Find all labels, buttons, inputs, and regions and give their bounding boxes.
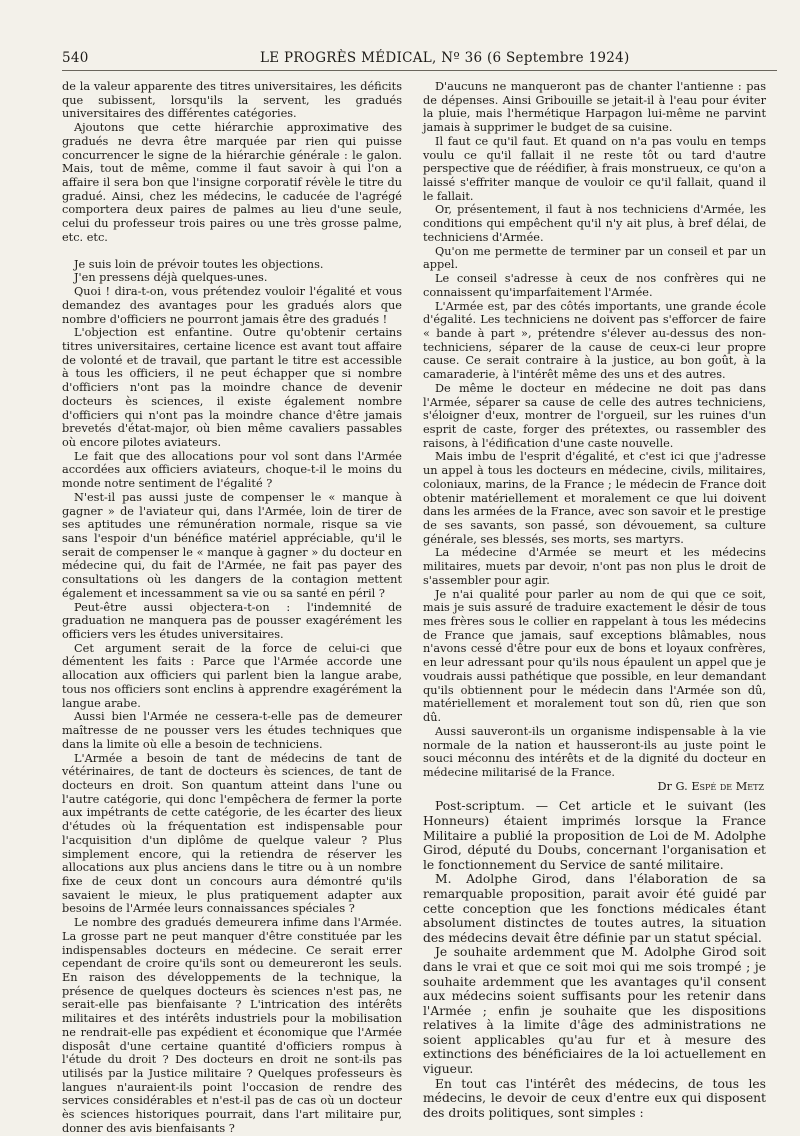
right-column	[423, 80, 766, 1120]
section-break	[62, 245, 402, 258]
paragraph: de la valeur apparente des titres universitaires, les déficits que subissent, lorsqu'ils la servent, les gradués universitaires des différentes catégories.	[62, 80, 402, 121]
paragraph: Le nombre des gradués demeurera infime dans l'Armée. La grosse part ne peut manquer d'être constituée par les indispensables docteurs en médecine. Ce serait errer cependant de croire qu'ils sont ou demeureront les seuls. En raison des développements de la technique, la présence de quelques docteurs ès sciences n'est pas, ne serait-elle pas bienfaisante ? L'intrication des intérêts militaires et des intérêts industriels pour la mobilisation ne rendrait-elle pas expédient et économique que l'Armée disposât d'une certaine quantité d'officiers rompus à l'étude du droit ? Des docteurs en droit ne sont-ils pas utilisés par la Justice militaire ? Quelques professeurs ès langues n'auraient-ils point l'occasion de rendre des services considérables et n'est-il pas de cas où un docteur ès sciences historiques pourrait, dans l'art militaire pur, donner des avis bienfaisants ?	[62, 916, 402, 1135]
paragraph: Or, présentement, il faut à nos techniciens d'Armée, les conditions qui empêchent qu'il n'y ait plus, à bref délai, de techniciens d'Armée.	[423, 203, 766, 244]
paragraph: Le conseil s'adresse à ceux de nos confrères qui ne connaissent qu'imparfaitement l'Armée.	[423, 272, 766, 299]
author-signature	[423, 780, 766, 794]
signature-name: Espé de Metz	[691, 779, 764, 793]
paragraph: Peut-être aussi objectera-t-on : l'indemnité de graduation ne manquera pas de pousser exagérément les officiers vers les études universitaires.	[62, 600, 402, 642]
paragraph: Je souhaite ardemment que M. Adolphe Girod soit dans le vrai et que ce soit moi qui me sois trompé ; je souhaite ardemment que les avantages qu'il consent aux médecins soient suffisants pour les retenir dans l'Armée ; enfin je souhaite que les dispositions relatives à la limite d'âge des administrations ne soient applicables qu'au fur et à mesure des extinctions des bénéficiaires de la loi actuellement en vigueur.	[423, 945, 766, 1077]
paragraph: Post-scriptum. — Cet article et le suivant (les Honneurs) étaient imprimés lorsque la France Militaire a publié la proposition de Loi de M. Adolphe Girod, député du Doubs, concernant l'organisation et le fonctionnement du Service de santé militaire.	[423, 799, 766, 872]
paragraph: Aussi sauveront-ils un organisme indispensable à la vie normale de la nation et hausseront-ils au juste point le souci méconnu des intérêts et de la dignité du docteur en médecine militarisé de la France.	[423, 724, 766, 779]
paragraph: L'Armée est, par des côtés importants, une grande école d'égalité. Les techniciens ne doivent pas s'efforcer de faire « bande à part », prétendre s'élever au-dessus des non-techniciens, séparer de la cause de ceux-ci leur propre cause. Ce serait contraire à la justice, au bon goût, à la camaraderie, à l'intérêt même des uns et des autres.	[423, 299, 766, 382]
header-rule	[62, 70, 777, 71]
running-title: LE PROGRÈS MÉDICAL, Nº 36 (6 Septembre 1924)	[260, 50, 630, 66]
paragraph: D'aucuns ne manqueront pas de chanter l'antienne : pas de dépenses. Ainsi Gribouille se jetait-il à l'eau pour éviter la pluie, mais l'hermétique Harpagon lui-même ne parvint jamais à supprimer le budget de sa cuisine.	[423, 80, 766, 135]
paragraph: Quoi ! dira-t-on, vous prétendez vouloir l'égalité et vous demandez des avantages pour les gradués alors que nombre d'officiers ne pourront jamais être des gradués !	[62, 285, 402, 326]
paragraph: L'objection est enfantine. Outre qu'obtenir certains titres universitaires, certaine licence est avant tout affaire de volonté et de travail, que partant le titre est accessible à tous les officiers, il ne peut échapper que si nombre d'officiers n'ont pas la moindre chance de devenir docteurs ès sciences, il existe également nombre d'officiers qui n'ont pas la moindre chance d'être jamais brevetés d'état-major, où bien même cavaliers passables où encore pilotes aviateurs.	[62, 326, 402, 449]
paragraph: Ajoutons que cette hiérarchie approximative des gradués ne devra être marquée par rien qui puisse concurrencer le signe de la hiérarchie générale : le galon. Mais, tout de même, comme il faut savoir à qui l'on a affaire il sera bon que l'insigne corporatif révèle le titre du gradué. Ainsi, chez les médecins, le caducée de l'agrégé comportera deux paires de palmes au lieu d'une seule, celui du professeur trois paires ou une très grosse palme, etc. etc.	[62, 121, 402, 244]
paragraph: Aussi bien l'Armée ne cessera-t-elle pas de demeurer maîtresse de ne pousser vers les études techniques que dans la limite où elle a besoin de techniciens.	[62, 710, 402, 751]
paragraph: Je suis loin de prévoir toutes les objections.	[74, 257, 324, 271]
paragraph: Cet argument serait de la force de celui-ci que démentent les faits : Parce que l'Armée accorde une allocation aux officiers qui parlent bien la langue arabe, tous nos officiers sont enclins à apprendre exagérément la langue arabe.	[62, 641, 402, 710]
paragraph: J'en pressens déjà quelques-unes.	[74, 271, 268, 285]
paragraph: Qu'on me permette de terminer par un conseil et par un appel.	[423, 244, 766, 272]
signature-prefix: Dr G.	[657, 779, 692, 793]
paragraph: M. Adolphe Girod, dans l'élaboration de sa remarquable proposition, parait avoir été guidé par cette conception que les fonctions médicales étant absolument distinctes de toutes autres, la situation des médecins devait être définie par un statut spécial.	[423, 872, 766, 945]
paragraph: L'Armée a besoin de tant de médecins de tant de vétérinaires, de tant de docteurs ès sciences, de tant de docteurs en droit. Son quantum atteint dans l'une ou l'autre catégorie, qui donc l'empêchera de fermer la porte aux impétrants de cette catégorie, de les écarter des lieux d'études où la fréquentation est indispensable pour l'acquisition d'un diplôme de quelque valeur ? Plus simplement encore, qui la retiendra de réserver les allocations aux plus anciens dans le titre ou à un nombre fixe de ceux dont un concours aura démontré qu'ils savaient le mieux, le plus pratiquement adapter aux besoins de l'Armée leurs connaissances spéciales ?	[62, 751, 402, 916]
paragraph: La médecine d'Armée se meurt et les médecins militaires, muets par devoir, n'ont pas non plus le droit de s'assembler pour agir.	[423, 546, 766, 587]
page-number: 540	[62, 50, 89, 66]
paragraph: Je n'ai qualité pour parler au nom de qui que ce soit, mais je suis assuré de traduire exactement le désir de tous mes frères sous le collier en rappelant à tous les médecins de France que jamais, sauf exceptions blâmables, nous n'avons cessé d'être pour eux de bons et loyaux confrères, en leur adressant pour qu'ils nous épaulent un appel que je voudrais aussi pathétique que possible, en leur demandant qu'ils obtiennent pour le médecin dans l'Armée son dû, matériellement et moralement tout son dû, rien que son dû.	[423, 587, 766, 725]
paragraph: De même le docteur en médecine ne doit pas dans l'Armée, séparer sa cause de celle des autres techniciens, s'éloigner d'eux, montrer de l'orgueil, sur les ruines d'un esprit de caste, forger des prétextes, ou rassembler des raisons, à l'édification d'une caste nouvelle.	[423, 381, 766, 450]
paragraph: N'est-il pas aussi juste de compenser le « manque à gagner » de l'aviateur qui, dans l'Armée, loin de tirer de ses aptitudes une rémunération normale, risque sa vie sans l'espoir d'un bénéfice matériel appréciable, qu'il le serait de compenser le « manque à gagner » du docteur en médecine qui, du fait de l'Armée, ne fait pas payer des consultations où les dangers de la contagion mettent également et incessamment sa vie ou sa santé en péril ?	[62, 490, 402, 600]
postscript	[423, 799, 766, 1120]
paragraph: En tout cas l'intérêt des médecins, de tous les médecins, le devoir de ceux d'entre eux qui disposent des droits politiques, sont simples :	[423, 1076, 766, 1120]
paragraph: Le fait que des allocations pour vol sont dans l'Armée accordées aux officiers aviateurs, choque-t-il le moins du monde notre sentiment de l'égalité ?	[62, 449, 402, 491]
paragraph: Mais imbu de l'esprit d'égalité, et c'est ici que j'adresse un appel à tous les docteurs en médecine, civils, militaires, coloniaux, marins, de la France ; le médecin de France doit obtenir matériellement et moralement ce que lui doivent dans les armées de la France, avec son savoir et le prestige de ses savants, son passé, son dévouement, sa culture générale, ses blessés, ses morts, ses martyrs.	[423, 450, 766, 546]
left-column	[62, 80, 402, 1136]
page-header	[62, 48, 772, 68]
paragraph: Il faut ce qu'il faut. Et quand on n'a pas voulu en temps voulu ce qu'il fallait il ne reste tôt ou tard d'autre perspective que de réédifier, à frais monstrueux, ce qu'on a laissé s'effriter manque de vouloir ce qu'il fallait, quand il le fallait.	[423, 134, 766, 203]
